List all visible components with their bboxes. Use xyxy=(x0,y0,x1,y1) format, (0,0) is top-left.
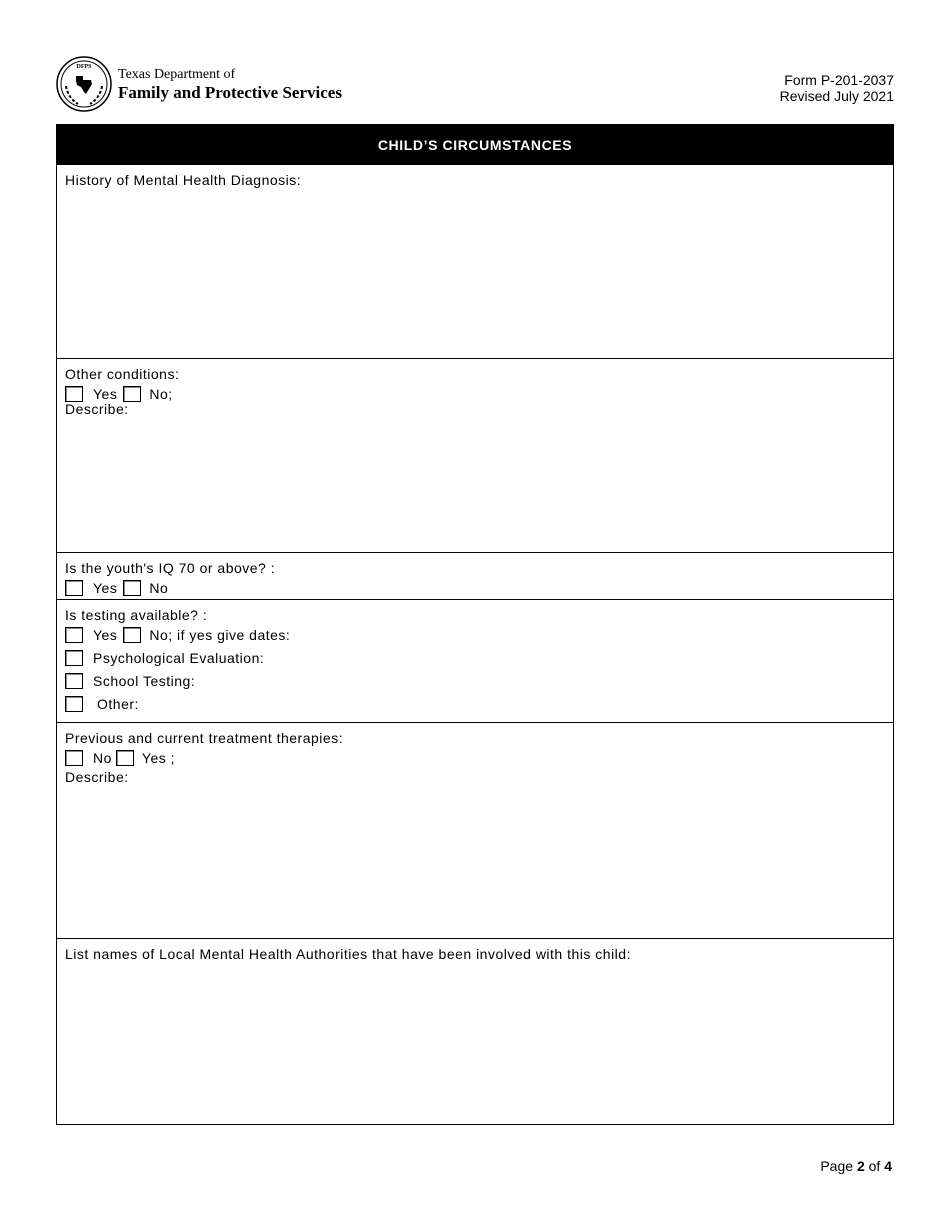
iq-question-label: Is the youth's IQ 70 or above? : xyxy=(65,560,276,576)
psych-eval-checkbox[interactable] xyxy=(65,650,83,666)
other-conditions-label: Other conditions: xyxy=(65,366,180,382)
testing-section xyxy=(57,599,893,722)
agency-name-line2: Family and Protective Services xyxy=(118,83,342,102)
iq-no-checkbox[interactable] xyxy=(123,580,141,596)
school-testing-checkbox[interactable] xyxy=(65,673,83,689)
other-testing-checkbox[interactable] xyxy=(65,696,83,712)
other-conditions-yes-checkbox[interactable] xyxy=(65,386,83,402)
yes-label: Yes xyxy=(93,626,118,643)
childs-circumstances-form xyxy=(56,124,894,1125)
revision-date: Revised July 2021 xyxy=(779,88,894,104)
yes-label: Yes ; xyxy=(141,749,176,766)
testing-question-label: Is testing available? : xyxy=(65,607,208,623)
form-identifier xyxy=(780,72,894,104)
page-header xyxy=(56,56,894,112)
mental-health-label: History of Mental Health Diagnosis: xyxy=(65,172,302,188)
iq-options xyxy=(65,576,885,599)
no-label: No; if yes give dates: xyxy=(149,626,291,643)
therapies-options xyxy=(65,746,885,769)
other-conditions-section xyxy=(57,358,893,552)
therapies-yes-checkbox[interactable] xyxy=(116,750,134,766)
other-conditions-describe-label: Describe: xyxy=(65,401,129,417)
other-testing-label: Other: xyxy=(97,695,139,712)
mental-health-section[interactable] xyxy=(57,165,893,358)
no-label: No; xyxy=(149,385,173,402)
dfps-seal-logo xyxy=(56,56,112,112)
testing-options xyxy=(65,623,885,646)
page-word: Page xyxy=(820,1158,854,1174)
of-word: of xyxy=(868,1158,881,1174)
svg-text:DFPS: DFPS xyxy=(76,64,92,70)
no-label: No xyxy=(149,579,169,596)
total-pages: 4 xyxy=(884,1158,892,1174)
yes-label: Yes xyxy=(93,579,118,596)
school-testing-row xyxy=(65,669,885,692)
therapies-section xyxy=(57,722,893,938)
iq-yes-checkbox[interactable] xyxy=(65,580,83,596)
other-conditions-no-checkbox[interactable] xyxy=(123,386,141,402)
therapies-no-checkbox[interactable] xyxy=(65,750,83,766)
psych-eval-label: Psychological Evaluation: xyxy=(93,649,265,666)
therapies-describe-label: Describe: xyxy=(65,769,129,785)
agency-name-line1: Texas Department of xyxy=(118,67,236,82)
form-number: Form P-201-2037 xyxy=(784,72,894,88)
current-page: 2 xyxy=(856,1158,865,1174)
agency-name xyxy=(118,66,342,103)
school-testing-label: School Testing: xyxy=(93,672,196,689)
therapies-question-label: Previous and current treatment therapies: xyxy=(65,730,344,746)
lmha-section[interactable] xyxy=(57,938,893,1124)
no-label: No xyxy=(93,749,112,766)
other-testing-row xyxy=(65,692,885,715)
testing-yes-checkbox[interactable] xyxy=(65,627,83,643)
section-title: CHILD’S CIRCUMSTANCES xyxy=(57,125,893,165)
yes-label: Yes xyxy=(93,385,118,402)
lmha-label: List names of Local Mental Health Authorities that have been involved with this child: xyxy=(65,946,631,962)
page-number xyxy=(820,1158,892,1174)
testing-no-checkbox[interactable] xyxy=(123,627,141,643)
psych-eval-row xyxy=(65,646,885,669)
iq-section xyxy=(57,552,893,599)
